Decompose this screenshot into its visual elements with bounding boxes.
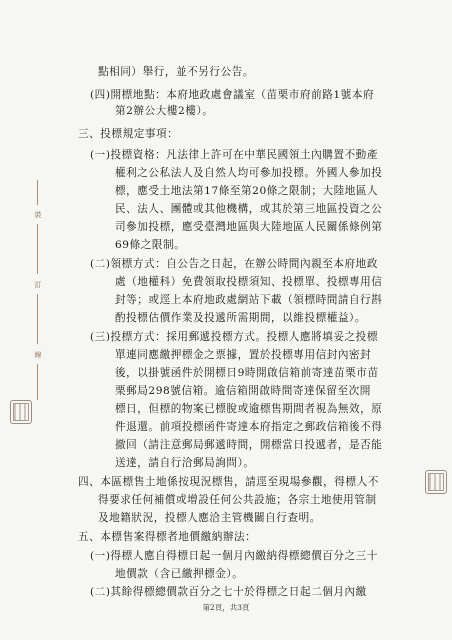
text-line: 處（地權科）免費領取投標須知、投標單、投標專用信 bbox=[115, 276, 383, 288]
text-line: 後，以掛號函件於開標日9時開啟信箱前寄達苗栗市苗 bbox=[115, 367, 379, 379]
section-heading: 五、本標售案得標者地價繳納辦法： bbox=[78, 531, 257, 543]
text-line: 司參加投標，應受臺灣地區與大陸地區人民關係條例第 bbox=[115, 221, 383, 233]
seal-stamp-left bbox=[10, 400, 32, 424]
text-line: 點相同）舉行，並不另行公告。 bbox=[98, 66, 255, 78]
binding-char: 線 bbox=[34, 351, 42, 359]
binding-char: 裝 bbox=[34, 211, 42, 219]
text-line: 酌投標估價作業及投遞所需期間，以維投標權益）。 bbox=[115, 312, 367, 324]
binding-char: 訂 bbox=[34, 281, 42, 289]
text-line: 封等；或逕上本府地政處網站下載（領標時間請自行斟 bbox=[115, 294, 383, 306]
text-line: 69條之限制。 bbox=[115, 239, 186, 251]
binding-margin bbox=[32, 180, 44, 400]
text-line: 栗郵局298號信箱。逾信箱開啟時間寄達保留至次開 bbox=[115, 385, 371, 397]
text-line: (一)投標資格：凡法律上許可在中華民國領土內購置不動產 bbox=[90, 149, 378, 161]
page-footer: 第2頁，共3頁 bbox=[202, 603, 250, 612]
text-line: 撤回（請注意郵局郵遞時間，開標當日投遞者，是否能 bbox=[115, 439, 383, 451]
text-line: 權利之公私法人及自然人均可參加投標。外國人參加投 bbox=[115, 167, 383, 179]
text-line: (二)其餘得標總價款百分之七十於得標之日起二個月內繳 bbox=[90, 586, 367, 598]
text-line: (一)得標人應自得標日起一個月內繳納得標總價百分之三十 bbox=[90, 550, 378, 562]
text-line: 得要求任何補償或增設任何公共設施；各宗土地使用管制 bbox=[98, 494, 377, 506]
section-heading: 四、本區標售土地係按現況標售，請逕至現場參觀，得標人不 bbox=[78, 476, 379, 488]
text-line: 標日，但標的物案已標脫或逾標售期間者視為無效，原 bbox=[115, 403, 383, 415]
text-line: 及地籍狀況，投標人應洽主管機關自行查明。 bbox=[98, 512, 321, 524]
text-line: 單連同應繳押標金之票據，置於投標專用信封內密封 bbox=[115, 349, 372, 361]
text-line: (二)領標方式：自公告之日起，在辦公時間內親至本府地政 bbox=[90, 258, 378, 270]
text-line: 送達，請自行洽郵局詢問）。 bbox=[115, 457, 255, 469]
text-line: 民、法人、團體或其他機構，或其於第三地區投資之公 bbox=[115, 203, 383, 215]
seal-stamp-right bbox=[425, 470, 447, 494]
text-line: (三)投標方式：採用郵遞投標方式。投標人應將填妥之投標 bbox=[90, 331, 378, 343]
text-line: 第2辦公大樓2樓）。 bbox=[115, 105, 214, 117]
text-line: 件退還。前項投標函件寄達本府指定之郵政信箱後不得 bbox=[115, 421, 383, 433]
text-line: 標，應受土地法第17條至第20條之限制；大陸地區人 bbox=[115, 185, 379, 197]
text-line: 地價款（含已繳押標金）。 bbox=[115, 568, 244, 580]
text-line: (四)開標地點：本府地政處會議室（苗栗市府前路1號本府 bbox=[90, 89, 375, 101]
section-heading: 三、投標規定事項： bbox=[78, 128, 179, 140]
